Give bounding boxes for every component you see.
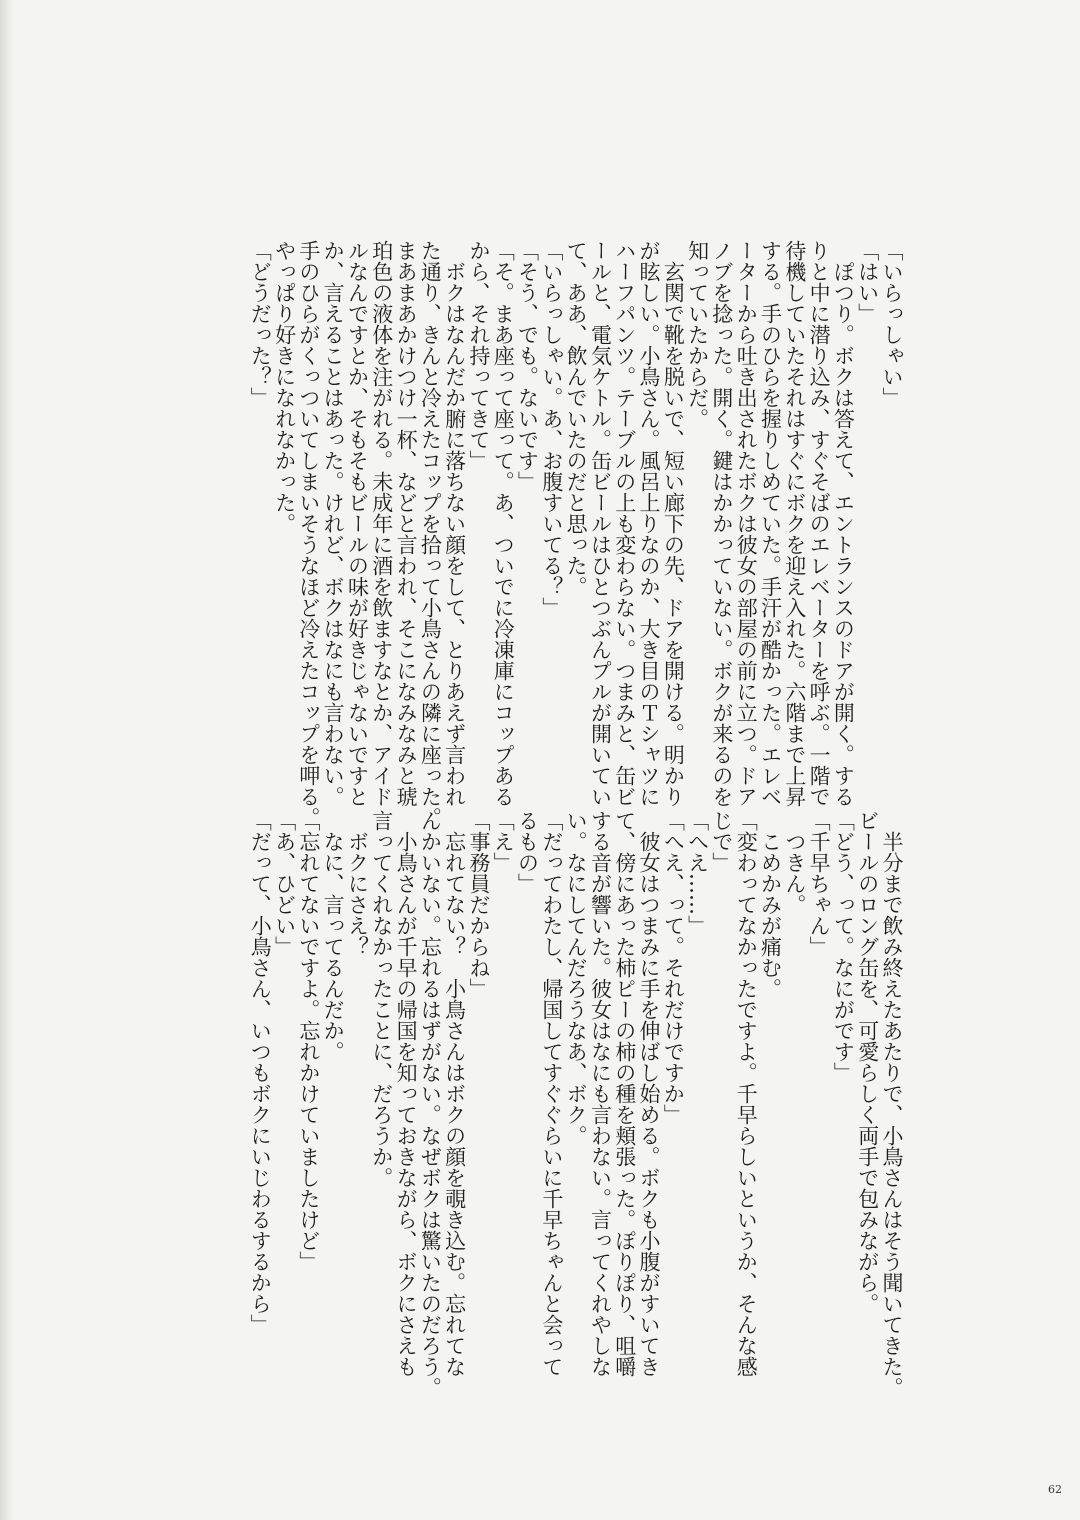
- text-line: りと中に潜り込み、すぐそばのエレベーターを呼ぶ。一階で: [807, 240, 832, 807]
- text-line: 忘れてない？ 小鳥さんはボクの顔を覗き込む。忘れてな: [442, 810, 467, 1377]
- text-line: 「へえ、って。それだけですか」: [661, 810, 686, 1125]
- text-line: 「あ、ひどい」: [272, 810, 297, 957]
- text-line: 小鳥さんが千早の帰国を知っておきながら、ボクにさえも: [394, 810, 419, 1377]
- text-line: 「どうだった？」: [248, 240, 273, 408]
- text-line: 「そ。まあ座って座って。あ、ついでに冷凍庫にコップある: [491, 240, 516, 807]
- page-number: 62: [1048, 1483, 1062, 1496]
- text-line: ルなんですとか、そもそもビールの味が好きじゃないですと: [345, 240, 370, 807]
- text-line: 待機していたそれはすぐにボクを迎え入れた。六階まで上昇: [782, 240, 807, 807]
- text-line: なに、言ってるんだか。: [321, 810, 346, 1062]
- text-line: 半分まで飲み終えたあたりで、小鳥さんはそう聞いてきた。: [880, 810, 904, 1398]
- text-line: 「へえ……」: [685, 810, 710, 936]
- text-line: する。手のひらを握りしめていた。手汗が酷かった。エレベ: [758, 240, 783, 807]
- scan-edge: [0, 0, 14, 1520]
- text-line: 「事務員だからね」: [466, 810, 491, 999]
- text-line: 彼女はつまみに手を伸ばし始める。ボクも小腹がすいてき: [637, 810, 662, 1377]
- upper-text-block: [246, 240, 904, 828]
- text-line: 「いらっしゃい」: [880, 240, 904, 408]
- text-line: まあまあかけつけ一杯、などと言われ、そこになみなみと琥: [394, 240, 419, 807]
- lower-text-block: [246, 810, 904, 1398]
- text-line: ボクはなんだか腑に落ちない顔をして、とりあえず言われ: [442, 240, 467, 807]
- text-line: て、ああ、飲んでいたのだと思った。: [564, 240, 589, 597]
- text-line: か、言えることはあった。けれど、ボクはなにも言わない。: [321, 240, 346, 807]
- text-line: るもの」: [515, 810, 540, 894]
- text-line: んかいない。忘れるはずがない。なぜボクは驚いたのだろう。: [418, 810, 443, 1398]
- text-line: ビールのロング缶を、可愛らしく両手で包みながら。: [855, 810, 880, 1314]
- text-line: こめかみが痛む。: [758, 810, 783, 999]
- text-line: ールと、電気ケトル。缶ビールはひとつぶんプルが開いてい: [588, 240, 613, 807]
- text-line: 「千早ちゃん」: [807, 810, 832, 957]
- text-line: 「変わってなかったですよ。千早らしいというか、そんな感: [734, 810, 759, 1377]
- text-line: ボクにさえ？: [345, 810, 370, 957]
- text-line: 「だって、小鳥さん、いつもボクにいじわるするから」: [248, 810, 273, 1335]
- text-line: 「いらっしゃい。あ、お腹すいてる？」: [539, 240, 564, 618]
- text-line: 「忘れてないですよ。忘れかけていましたけど」: [296, 810, 321, 1272]
- text-line: 「どう、って。なにがです」: [831, 810, 856, 1083]
- text-line: た通り、きんと冷えたコップを拾って小鳥さんの隣に座った。: [418, 240, 443, 828]
- text-line: つきん。: [782, 810, 807, 915]
- text-line: 知っていたからだ。: [685, 240, 710, 429]
- text-line: 言ってくれなかったことに、だろうか。: [369, 810, 394, 1188]
- text-line: い。なにしてんだろうなあ、ボク。: [564, 810, 589, 1146]
- text-line: 「そう、でも。ないです」: [515, 240, 540, 492]
- text-line: 手のひらがくっついてしまいそうなほど冷えたコップを呷る。: [296, 240, 321, 828]
- text-line: 「だってわたし、帰国してすぐぐらいに千早ちゃんと会って: [539, 810, 564, 1377]
- text-line: ぽつり。ボクは答えて、エントランスのドアが開く。する: [831, 240, 856, 807]
- text-line: 「はい」: [855, 240, 880, 324]
- text-line: 「え」: [491, 810, 516, 873]
- text-line: が眩しい。小鳥さん。風呂上りなのか、大き目のＴシャツに: [637, 240, 662, 807]
- text-line: ノブを捻った。開く。鍵はかかっていない。ボクが来るのを: [709, 240, 734, 807]
- text-line: から、それ持ってきて」: [466, 240, 491, 471]
- text-line: やっぱり好きになれなかった。: [272, 240, 297, 534]
- text-line: ハーフパンツ。テーブルの上も変わらない。つまみと、缶ビ: [612, 240, 637, 807]
- text-line: 珀色の液体を注がれる。未成年に酒を飲ますなとか、アイド: [369, 240, 394, 807]
- text-line: 玄関で靴を脱いで、短い廊下の先、ドアを開ける。明かり: [661, 240, 686, 807]
- text-line: ーターから吐き出されたボクは彼女の部屋の前に立つ。ドア: [734, 240, 759, 807]
- text-line: て、傍にあった柿ピーの柿の種を頬張った。ぽりぽり、咀嚼: [612, 810, 637, 1377]
- text-line: する音が響いた。彼女はなにも言わない。言ってくれやしな: [588, 810, 613, 1377]
- text-line: じで」: [709, 810, 734, 873]
